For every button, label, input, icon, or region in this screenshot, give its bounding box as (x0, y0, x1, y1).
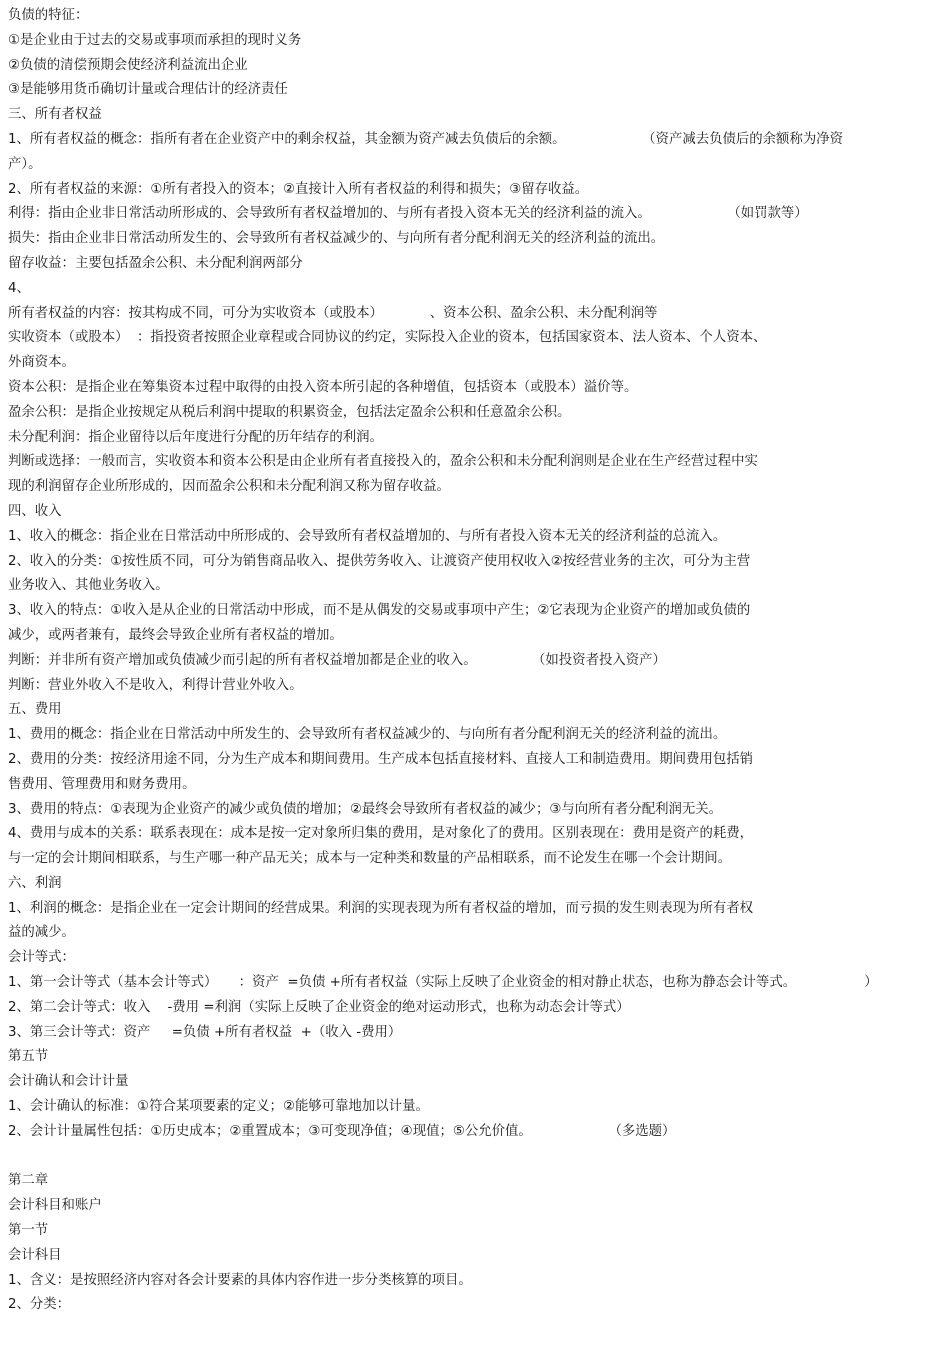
text-line: 与一定的会计期间相联系，与生产哪一种产品无关；成本与一定种类和数量的产品相联系，而不论发生在哪一个会计期间。 (8, 851, 732, 867)
text-line: ①是企业由于过去的交易或事项而承担的现时义务 (8, 32, 302, 48)
text-line: 判断或选择：一般而言，实收资本和资本公积是由企业所有者直接投入的，盈余公积和未分配利润则是企业在生产经营过程中实 (8, 454, 758, 470)
text-line: 会计科目 (8, 1247, 62, 1263)
text-line: 2、收入的分类：①按性质不同，可分为销售商品收入、提供劳务收入、让渡资产使用权收入②按经营业务的主次，可分为主营 (8, 553, 751, 569)
text-line: 六、利润 (8, 875, 62, 891)
text-line: 五、费用 (8, 702, 62, 718)
text-line: 2、费用的分类：按经济用途不同，分为生产成本和期间费用。生产成本包括直接材料、直接人工和制造费用。期间费用包括销 (8, 751, 753, 767)
text-line: 2、第二会计等式：收入 -费用 =利润（实际上反映了企业资金的绝对运动形式，也称为动态会计等式） (8, 999, 630, 1015)
text-line: 售费用、管理费用和财务费用。 (8, 776, 196, 792)
document-page (8, 4, 942, 1318)
text-line: 益的减少。 (8, 925, 75, 941)
text-line: 4、 (8, 280, 30, 296)
text-line: ③是能够用货币确切计量或合理估计的经济责任 (8, 82, 288, 98)
text-line: 1、收入的概念：指企业在日常活动中所形成的、会导致所有者权益增加的、与所有者投入资本无关的经济利益的总流入。 (8, 528, 727, 544)
text-line: ②负债的清偿预期会使经济利益流出企业 (8, 57, 248, 73)
text-line: 3、收入的特点：①收入是从企业的日常活动中形成，而不是从偶发的交易或事项中产生；②它表现为企业资产的增加或负债的 (8, 603, 751, 619)
text-line: 1、会计确认的标准：①符合某项要素的定义；②能够可靠地加以计量。 (8, 1099, 429, 1115)
text-line: 2、会计计量属性包括：①历史成本；②重置成本；③可变现净值；④现值；⑤公允价值。 （多选题） (8, 1123, 676, 1139)
text-line: 实收资本（或股本） ：指投资者按照企业章程或合同协议的约定，实际投入企业的资本，包括国家资本、法人资本、个人资本、 (8, 330, 767, 346)
text-line: 1、含义：是按照经济内容对各会计要素的具体内容作进一步分类核算的项目。 (8, 1272, 472, 1288)
text-line: 盈余公积：是指企业按规定从税后利润中提取的积累资金，包括法定盈余公积和任意盈余公积。 (8, 404, 571, 420)
text-line: 外商资本。 (8, 355, 75, 371)
text-line: 1、费用的概念：指企业在日常活动中所发生的、会导致所有者权益减少的、与向所有者分配利润无关的经济利益的流出。 (8, 727, 727, 743)
text-line: 会计确认和会计计量 (8, 1074, 129, 1090)
text-line: 未分配利润：指企业留待以后年度进行分配的历年结存的利润。 (8, 429, 383, 445)
text-line: 判断：并非所有资产增加或负债减少而引起的所有者权益增加都是企业的收入。 （如投资者投入资产） (8, 652, 666, 668)
text-line: 所有者权益的内容：按其构成不同，可分为实收资本（或股本） 、资本公积、盈余公积、未分配利润等 (8, 305, 658, 321)
text-line: 留存收益：主要包括盈余公积、未分配利润两部分 (8, 255, 303, 271)
text-line: 产）。 (8, 156, 42, 172)
text-line: 3、费用的特点：①表现为企业资产的减少或负债的增加；②最终会导致所有者权益的减少；③与向所有者分配利润无关。 (8, 801, 723, 817)
text-line: 会计等式： (8, 950, 75, 966)
text-line: 现的利润留存企业所形成的，因而盈余公积和未分配利润又称为留存收益。 (8, 479, 450, 495)
text-line: 利得：指由企业非日常活动所形成的、会导致所有者权益增加的、与所有者投入资本无关的经济利益的流入。 （如罚款等） (8, 206, 808, 222)
text-line: 三、所有者权益 (8, 107, 102, 123)
text-line: 会计科目和账户 (8, 1198, 102, 1214)
text-line: 资本公积：是指企业在筹集资本过程中取得的由投入资本所引起的各种增值，包括资本（或股本）溢价等。 (8, 379, 638, 395)
text-line: 第二章 (8, 1173, 49, 1189)
text-line: 业务收入、其他业务收入。 (8, 578, 169, 594)
text-line: 损失：指由企业非日常活动所发生的、会导致所有者权益减少的、与向所有者分配利润无关的经济利益的流出。 (8, 231, 665, 247)
text-line: 1、第一会计等式（基本会计等式） ：资产 =负债 +所有者权益（实际上反映了企业资金的相对静止状态，也称为静态会计等式。 ） (8, 975, 878, 991)
text-line: 第一节 (8, 1223, 49, 1239)
text-line: 1、所有者权益的概念：指所有者在企业资产中的剩余权益，其金额为资产减去负债后的余额。 （资产减去负债后的余额称为净资 (8, 131, 844, 147)
text-line: 减少，或两者兼有，最终会导致企业所有者权益的增加。 (8, 627, 343, 643)
text-line: 1、利润的概念：是指企业在一定会计期间的经营成果。利润的实现表现为所有者权益的增加，而亏损的发生则表现为所有者权 (8, 900, 753, 916)
text-line: 四、收入 (8, 503, 62, 519)
text-line: 第五节 (8, 1049, 49, 1065)
blank-line (8, 1145, 942, 1170)
text-line: 负债的特征： (8, 8, 89, 23)
text-line: 4、费用与成本的关系：联系表现在：成本是按一定对象所归集的费用，是对象化了的费用。区别表现在：费用是资产的耗费， (8, 826, 753, 842)
text-line: 3、第三会计等式：资产 =负债 +所有者权益 +（收入 -费用） (8, 1024, 402, 1040)
text-line: 2、分类： (8, 1297, 71, 1313)
text-line: 2、所有者权益的来源：①所有者投入的资本；②直接计入所有者权益的利得和损失；③留存收益。 (8, 181, 589, 197)
text-line: 判断：营业外收入不是收入，利得计营业外收入。 (8, 677, 303, 693)
